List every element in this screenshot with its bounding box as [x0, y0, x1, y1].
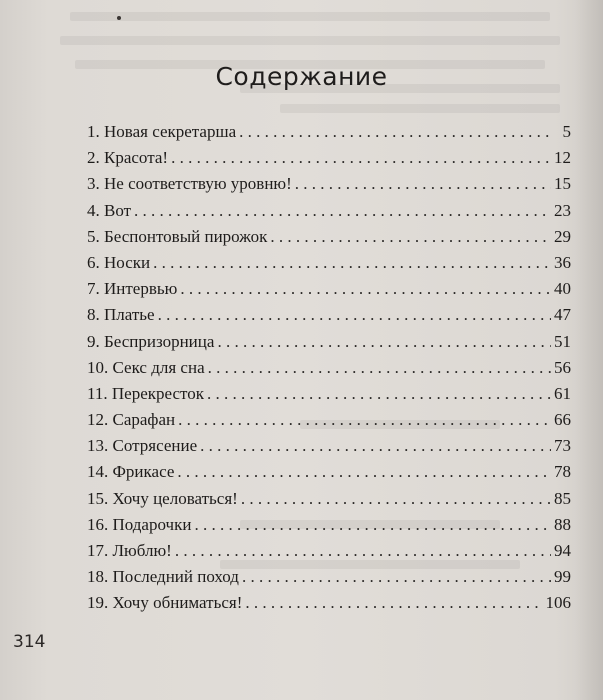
toc-entry: [87, 302, 571, 328]
toc-entry: [87, 564, 571, 590]
toc-dot-leader: [245, 590, 542, 616]
toc-entry-page: 88: [554, 514, 571, 534]
toc-entry-number: 13.: [87, 436, 109, 456]
toc-entry-number: 7.: [87, 279, 100, 299]
toc-entry-page: 36: [554, 252, 571, 272]
toc-entry-number: 9.: [87, 331, 100, 351]
page-title: Содержание: [215, 62, 388, 91]
toc-entry-number: 17.: [87, 541, 109, 560]
toc-entry-page: 99: [554, 567, 571, 587]
toc-entry-page: 23: [554, 200, 571, 220]
toc-entry-number: 2.: [87, 148, 100, 168]
toc-entry-number: 14.: [87, 462, 109, 482]
toc-entry-number: 1.: [87, 122, 100, 141]
toc-entry-number: 4.: [87, 200, 100, 220]
toc-entry-number: 5.: [87, 226, 100, 246]
toc-dot-leader: [207, 381, 551, 407]
toc-entry-page: 15: [554, 174, 571, 194]
toc-entry-page: 51: [554, 331, 571, 351]
toc-dot-leader: [208, 355, 551, 381]
toc-entry: [87, 119, 571, 145]
toc-entry-title: Вот: [104, 200, 132, 220]
toc-entry-title: Хочу целоваться!: [112, 488, 238, 508]
toc-dot-leader: [242, 564, 551, 590]
toc-entry-number: 10.: [87, 357, 109, 377]
toc-entry-title: Подарочки: [112, 514, 192, 534]
toc-entry-page: 5: [562, 122, 571, 141]
toc-entry-title: Секс для сна: [112, 357, 205, 377]
toc-dot-leader: [180, 276, 551, 302]
toc-entry: [87, 407, 571, 433]
toc-dot-leader: [239, 119, 552, 145]
toc-entry: [87, 486, 571, 512]
toc-entry-page: 78: [554, 462, 571, 482]
toc-entry-page: 85: [554, 488, 571, 508]
toc-entry-title: Люблю!: [112, 541, 172, 560]
toc-entry-page: 66: [554, 410, 571, 430]
toc-entry-number: 11.: [87, 383, 108, 403]
toc-dot-leader: [177, 459, 551, 485]
toc-entry: [87, 198, 571, 224]
toc-entry: [87, 329, 571, 355]
toc-entry: [87, 433, 571, 459]
toc-dot-leader: [217, 329, 551, 355]
toc-entry-title: Хочу обниматься!: [112, 593, 243, 613]
toc-entry: [87, 145, 571, 171]
toc-entry-number: 6.: [87, 252, 100, 272]
page-edge-shadow: [575, 0, 603, 700]
toc-dot-leader: [194, 512, 551, 538]
toc-dot-leader: [134, 198, 551, 224]
toc-dot-leader: [171, 145, 551, 171]
toc-entry-title: Сотрясение: [112, 436, 198, 456]
toc-entry: [87, 381, 571, 407]
toc-entry-page: 40: [554, 279, 571, 299]
toc-entry-number: 15.: [87, 488, 109, 508]
toc-entry-title: Красота!: [104, 148, 169, 168]
toc-entry-number: 19.: [87, 593, 109, 613]
toc-dot-leader: [158, 302, 551, 328]
toc-entry: [87, 224, 571, 250]
toc-entry-title: Платье: [104, 305, 155, 325]
toc-entry-page: 61: [554, 383, 571, 403]
toc-entry-page: 73: [554, 436, 571, 456]
toc-entry-number: 12.: [87, 410, 109, 430]
toc-entry-title: Беспонтовый пирожок: [104, 226, 268, 246]
toc-entry-page: 29: [554, 226, 571, 246]
toc-entry-number: 18.: [87, 567, 109, 587]
toc-entry: [87, 512, 571, 538]
toc-entry-title: Беспризорница: [104, 331, 215, 351]
toc-entry: [87, 250, 571, 276]
toc-entry-number: 8.: [87, 305, 100, 325]
toc-dot-leader: [153, 250, 551, 276]
toc-dot-leader: [270, 224, 551, 250]
toc-entry: [87, 459, 571, 485]
toc-entry-title: Последний поход: [112, 567, 239, 587]
toc-dot-leader: [295, 171, 551, 197]
table-of-contents: [87, 119, 571, 617]
toc-entry-title: Сарафан: [112, 410, 176, 430]
toc-entry-page: 47: [554, 305, 571, 325]
toc-entry-title: Новая секретарша: [104, 122, 237, 141]
toc-entry-page: 106: [545, 593, 571, 613]
toc-dot-leader: [200, 433, 551, 459]
toc-entry: [87, 276, 571, 302]
toc-dot-leader: [241, 486, 551, 512]
toc-entry-title: Не соответствую уровню!: [104, 174, 292, 194]
toc-entry-title: Перекресток: [111, 383, 204, 403]
toc-dot-leader: [175, 538, 551, 564]
toc-entry-page: 12: [554, 148, 571, 168]
toc-entry-title: Интервью: [104, 279, 178, 299]
toc-entry: [87, 355, 571, 381]
page-number: 314: [13, 632, 46, 652]
toc-dot-leader: [178, 407, 551, 433]
toc-entry-title: Фрикасе: [112, 462, 175, 482]
toc-entry: [87, 171, 571, 197]
toc-entry: [87, 590, 571, 616]
toc-entry-number: 16.: [87, 514, 109, 534]
toc-entry: [87, 538, 571, 564]
toc-entry-page: 94: [554, 541, 571, 560]
toc-entry-page: 56: [554, 357, 571, 377]
toc-entry-number: 3.: [87, 174, 100, 194]
ink-speck: [117, 16, 121, 20]
toc-entry-title: Носки: [104, 252, 151, 272]
